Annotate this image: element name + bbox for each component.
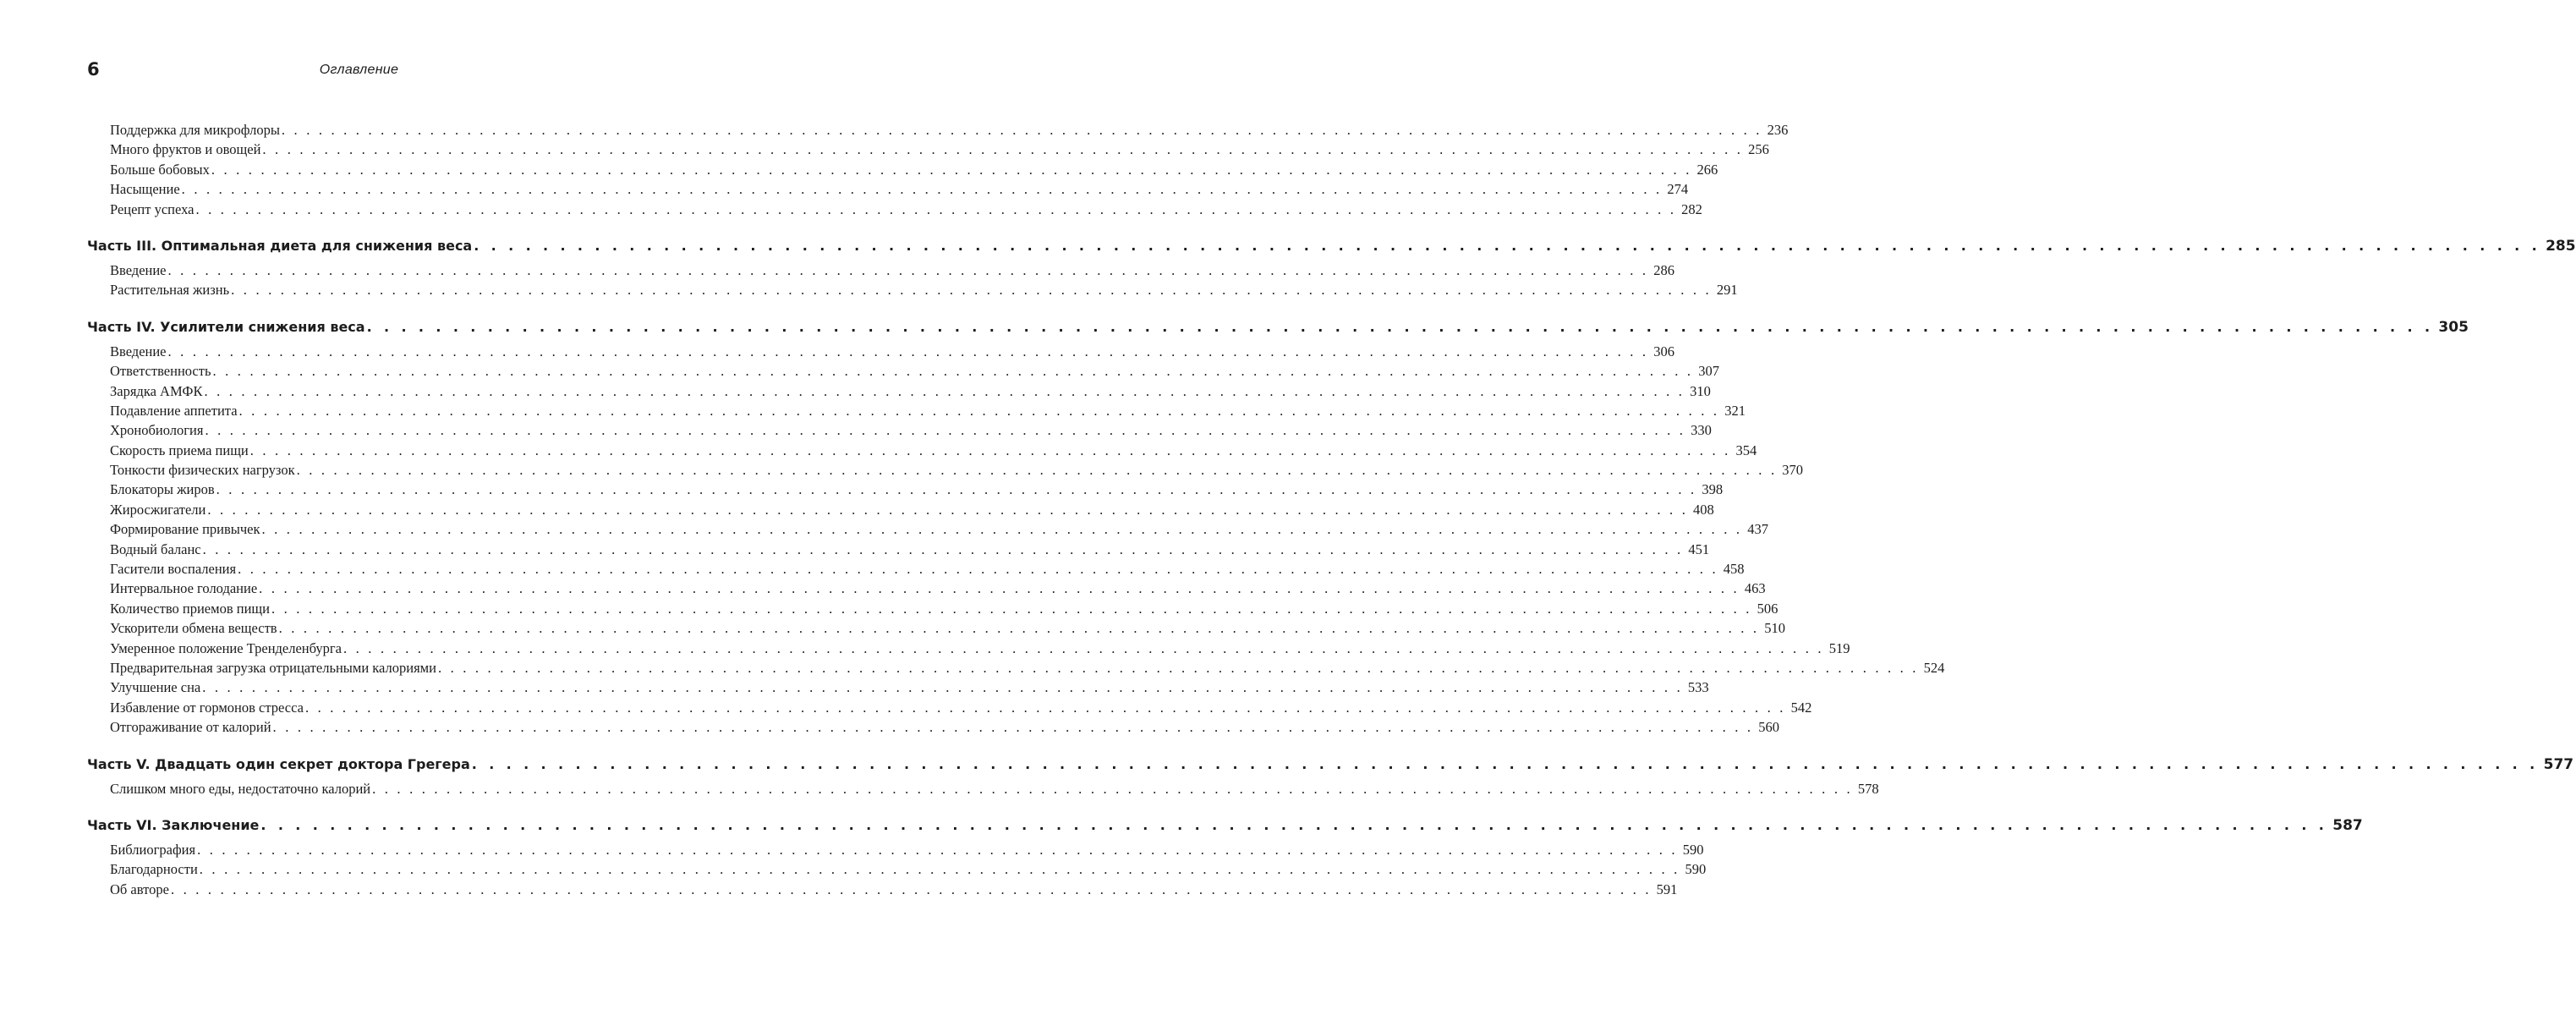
dot-leader: . . . . . . . . . . . . . . . . . . . . . . . . . . . . . . . . . . . . . . . . . . . . . . . . . . . . . . . . . . . . . . . . . . . . . . . . . . . . . . . . . . . . . . . . . . . . . . . . . . . . . . . . . . . . . . . . . . . . . . . . [474,237,2541,254]
toc-entry [87,381,1711,401]
toc-entry-page-number: 354 [1735,442,1757,458]
toc-entry-page-number: 282 [1681,200,1702,217]
toc-entry-title: Введение [110,343,167,359]
toc-entry-page-number: 236 [1767,122,1789,138]
toc-entry [87,280,1738,299]
toc-entry-page-number: 463 [1744,580,1766,597]
toc-entry-title: Тонкости физических нагрузок [110,462,295,479]
toc-entry-page-number: 519 [1828,639,1850,656]
dot-leader: . . . . . . . . . . . . . . . . . . . . . . . . . . . . . . . . . . . . . . . . . . . . . . . . . . . . . . . . . . . . . . . . . . . . . . . . . . . . . . . . . . . . . . . . . . . . . . . . . . . . . . . . . . . . . . . . . . . . . . . . [271,600,1752,617]
dot-leader: . . . . . . . . . . . . . . . . . . . . . . . . . . . . . . . . . . . . . . . . . . . . . . . . . . . . . . . . . . . . . . . . . . . . . . . . . . . . . . . . . . . . . . . . . . . . . . . . . . . . . . . . . . . . . . . . . . . . . . . . [259,580,1740,597]
toc-entry [87,519,1768,539]
dot-leader: . . . . . . . . . . . . . . . . . . . . . . . . . . . . . . . . . . . . . . . . . . . . . . . . . . . . . . . . . . . . . . . . . . . . . . . . . . . . . . . . . . . . . . . . . . . . . . . . . . . . . . . . . . . . . . . . . . . . . . . . [211,161,1692,178]
toc-entry [87,261,1674,280]
dot-leader: . . . . . . . . . . . . . . . . . . . . . . . . . . . . . . . . . . . . . . . . . . . . . . . . . . . . . . . . . . . . . . . . . . . . . . . . . . . . . . . . . . . . . . . . . . . . . . . . . . . . . . . . . . . . . . . . . . . . . . . . [343,639,1824,656]
toc-entry [87,342,1674,361]
toc-entry-title: Рецепт успеха [110,200,195,217]
dot-leader: . . . . . . . . . . . . . . . . . . . . . . . . . . . . . . . . . . . . . . . . . . . . . . . . . . . . . . . . . . . . . . . . . . . . . . . . . . . . . . . . . . . . . . . . . . . . . . . . . . . . . . . . . . . . . . . . . . . . . . . . [249,442,1731,458]
toc-entry-title: Ускорители обмена веществ [110,620,277,637]
toc-entry [87,120,1789,140]
dot-leader: . . . . . . . . . . . . . . . . . . . . . . . . . . . . . . . . . . . . . . . . . . . . . . . . . . . . . . . . . . . . . . . . . . . . . . . . . . . . . . . . . . . . . . . . . . . . . . . . . . . . . . . . . . . . . . . . . . . . . . . . [202,679,1683,696]
toc-section [87,234,2576,300]
toc-entry-title: Насыщение [110,181,180,198]
toc-entry-title: Хронобиология [110,422,204,439]
dot-leader: . . . . . . . . . . . . . . . . . . . . . . . . . . . . . . . . . . . . . . . . . . . . . . . . . . . . . . . . . . . . . . . . . . . . . . . . . . . . . . . . . . . . . . . . . . . . . . . . . . . . . . . . . . . . . . . . . . . . . . . . [167,261,1649,278]
toc-entry-page-number: 398 [1702,481,1724,498]
toc-entry [87,639,1850,658]
toc-part-heading-title: Часть V. Двадцать один секрет доктора Грегера [87,755,470,772]
toc-section [87,814,2363,899]
toc-entry [87,618,1786,638]
toc-entry [87,658,1945,678]
toc-entry [87,200,1702,219]
toc-entry-page-number: 591 [1656,881,1678,897]
toc-entry-title: Благодарности [110,861,198,878]
dot-leader: . . . . . . . . . . . . . . . . . . . . . . . . . . . . . . . . . . . . . . . . . . . . . . . . . . . . . . . . . . . . . . . . . . . . . . . . . . . . . . . . . . . . . . . . . . . . . . . . . . . . . . . . . . . . . . . . . . . . . . . . [204,382,1685,399]
toc-entry [87,420,1712,440]
dot-leader: . . . . . . . . . . . . . . . . . . . . . . . . . . . . . . . . . . . . . . . . . . . . . . . . . . . . . . . . . . . . . . . . . . . . . . . . . . . . . . . . . . . . . . . . . . . . . . . . . . . . . . . . . . . . . . . . . . . . . . . . [202,540,1684,557]
toc-entry [87,540,1710,559]
toc-part-heading-page-number: 577 [2543,755,2574,773]
toc-entry-page-number: 590 [1682,841,1704,858]
toc-entry-title: Слишком много еды, недостаточно калорий [110,780,371,797]
toc-entry-title: Улучшение сна [110,679,201,696]
toc-entry-title: Введение [110,261,167,278]
toc-entry-title: Гасители воспаления [110,561,237,578]
dot-leader: . . . . . . . . . . . . . . . . . . . . . . . . . . . . . . . . . . . . . . . . . . . . . . . . . . . . . . . . . . . . . . . . . . . . . . . . . . . . . . . . . . . . . . . . . . . . . . . . . . . . . . . . . . . . . . . . . . . . . . . . [437,659,1919,676]
toc-entry [87,840,1704,859]
toc-part-heading-title: Часть VI. Заключение [87,816,260,833]
dot-leader: . . . . . . . . . . . . . . . . . . . . . . . . . . . . . . . . . . . . . . . . . . . . . . . . . . . . . . . . . . . . . . . . . . . . . . . . . . . . . . . . . . . . . . . . . . . . . . . . . . . . . . . . . . . . . . . . . . . . . . . . [272,719,1754,736]
toc-part-heading-page-number: 305 [2438,318,2469,336]
toc-entry-page-number: 274 [1667,181,1689,198]
toc-entry [87,401,1746,420]
dot-leader: . . . . . . . . . . . . . . . . . . . . . . . . . . . . . . . . . . . . . . . . . . . . . . . . . . . . . . . . . . . . . . . . . . . . . . . . . . . . . . . . . . . . . . . . . . . . . . . . . . . . . . . . . . . . . . . . . . . . . . . . [260,816,2328,833]
table-of-contents [87,120,2576,899]
toc-part-heading-title: Часть III. Оптимальная диета для снижения веса [87,237,473,254]
page-number: 6 [87,59,100,80]
toc-entry [87,678,1709,697]
toc-entry-page-number: 458 [1723,561,1745,578]
toc-entry-title: Предварительная загрузка отрицательными калориями [110,659,436,676]
toc-entry-title: Много фруктов и овощей [110,141,261,158]
toc-entry [87,179,1689,199]
toc-entry-page-number: 370 [1782,462,1804,479]
toc-entry-title: Подавление аппетита [110,402,238,419]
toc-entry [87,779,1879,798]
toc-entry-page-number: 408 [1693,501,1714,518]
dot-leader: . . . . . . . . . . . . . . . . . . . . . . . . . . . . . . . . . . . . . . . . . . . . . . . . . . . . . . . . . . . . . . . . . . . . . . . . . . . . . . . . . . . . . . . . . . . . . . . . . . . . . . . . . . . . . . . . . . . . . . . . [195,200,1677,217]
dot-leader: . . . . . . . . . . . . . . . . . . . . . . . . . . . . . . . . . . . . . . . . . . . . . . . . . . . . . . . . . . . . . . . . . . . . . . . . . . . . . . . . . . . . . . . . . . . . . . . . . . . . . . . . . . . . . . . . . . . . . . . . [181,181,1663,198]
dot-leader: . . . . . . . . . . . . . . . . . . . . . . . . . . . . . . . . . . . . . . . . . . . . . . . . . . . . . . . . . . . . . . . . . . . . . . . . . . . . . . . . . . . . . . . . . . . . . . . . . . . . . . . . . . . . . . . . . . . . . . . . [238,561,1718,578]
toc-part-heading-title: Часть IV. Усилители снижения веса [87,318,365,335]
toc-entry-title: Об авторе [110,881,169,897]
toc-entry-title: Количество приемов пищи [110,600,270,617]
toc-entry-page-number: 286 [1653,261,1674,278]
toc-entry-title: Скорость приема пищи [110,442,249,458]
toc-entry-page-number: 533 [1687,679,1709,696]
toc-entry [87,140,1769,159]
toc-entry [87,480,1724,499]
toc-entry [87,500,1714,519]
toc-entry-title: Ответственность [110,363,211,380]
toc-entry-title: Умеренное положение Тренделенбурга [110,639,342,656]
dot-leader: . . . . . . . . . . . . . . . . . . . . . . . . . . . . . . . . . . . . . . . . . . . . . . . . . . . . . . . . . . . . . . . . . . . . . . . . . . . . . . . . . . . . . . . . . . . . . . . . . . . . . . . . . . . . . . . . . . . . . . . . [366,318,2434,335]
dot-leader: . . . . . . . . . . . . . . . . . . . . . . . . . . . . . . . . . . . . . . . . . . . . . . . . . . . . . . . . . . . . . . . . . . . . . . . . . . . . . . . . . . . . . . . . . . . . . . . . . . . . . . . . . . . . . . . . . . . . . . . . [471,755,2539,772]
toc-entry-page-number: 506 [1757,600,1779,617]
dot-leader: . . . . . . . . . . . . . . . . . . . . . . . . . . . . . . . . . . . . . . . . . . . . . . . . . . . . . . . . . . . . . . . . . . . . . . . . . . . . . . . . . . . . . . . . . . . . . . . . . . . . . . . . . . . . . . . . . . . . . . . . [197,841,1678,858]
toc-part-heading [87,234,2576,257]
toc-entry [87,698,1812,717]
toc-entry-page-number: 330 [1691,422,1712,439]
toc-entry-title: Растительная жизнь [110,282,230,299]
toc-entry [87,361,1719,381]
toc-entry-title: Избавление от гормонов стресса [110,699,304,716]
running-head: Оглавление [319,63,399,77]
dot-leader: . . . . . . . . . . . . . . . . . . . . . . . . . . . . . . . . . . . . . . . . . . . . . . . . . . . . . . . . . . . . . . . . . . . . . . . . . . . . . . . . . . . . . . . . . . . . . . . . . . . . . . . . . . . . . . . . . . . . . . . . [205,422,1686,439]
toc-entry-page-number: 437 [1747,521,1768,538]
toc-entry [87,579,1766,598]
toc-entry-title: Зарядка АМФК [110,382,203,399]
dot-leader: . . . . . . . . . . . . . . . . . . . . . . . . . . . . . . . . . . . . . . . . . . . . . . . . . . . . . . . . . . . . . . . . . . . . . . . . . . . . . . . . . . . . . . . . . . . . . . . . . . . . . . . . . . . . . . . . . . . . . . . . [231,282,1712,299]
toc-entry-page-number: 266 [1696,161,1718,178]
toc-entry [87,160,1718,179]
toc-entry [87,559,1745,579]
dot-leader: . . . . . . . . . . . . . . . . . . . . . . . . . . . . . . . . . . . . . . . . . . . . . . . . . . . . . . . . . . . . . . . . . . . . . . . . . . . . . . . . . . . . . . . . . . . . . . . . . . . . . . . . . . . . . . . . . . . . . . . . [212,363,1694,380]
toc-entry-page-number: 560 [1758,719,1779,736]
toc-entry-page-number: 510 [1764,620,1786,637]
toc-entry-title: Формирование привычек [110,521,260,538]
toc-entry-page-number: 307 [1698,363,1719,380]
toc-part-heading [87,315,2469,338]
dot-leader: . . . . . . . . . . . . . . . . . . . . . . . . . . . . . . . . . . . . . . . . . . . . . . . . . . . . . . . . . . . . . . . . . . . . . . . . . . . . . . . . . . . . . . . . . . . . . . . . . . . . . . . . . . . . . . . . . . . . . . . . [170,881,1652,897]
dot-leader: . . . . . . . . . . . . . . . . . . . . . . . . . . . . . . . . . . . . . . . . . . . . . . . . . . . . . . . . . . . . . . . . . . . . . . . . . . . . . . . . . . . . . . . . . . . . . . . . . . . . . . . . . . . . . . . . . . . . . . . . [199,861,1680,878]
toc-entry-title: Отгораживание от калорий [110,719,271,736]
toc-entry-page-number: 578 [1857,780,1879,797]
dot-leader: . . . . . . . . . . . . . . . . . . . . . . . . . . . . . . . . . . . . . . . . . . . . . . . . . . . . . . . . . . . . . . . . . . . . . . . . . . . . . . . . . . . . . . . . . . . . . . . . . . . . . . . . . . . . . . . . . . . . . . . . [304,699,1786,716]
dot-leader: . . . . . . . . . . . . . . . . . . . . . . . . . . . . . . . . . . . . . . . . . . . . . . . . . . . . . . . . . . . . . . . . . . . . . . . . . . . . . . . . . . . . . . . . . . . . . . . . . . . . . . . . . . . . . . . . . . . . . . . . [261,521,1743,538]
toc-entry-title: Жиросжигатели [110,501,206,518]
toc-entry [87,859,1707,879]
toc-section [87,120,1789,219]
dot-leader: . . . . . . . . . . . . . . . . . . . . . . . . . . . . . . . . . . . . . . . . . . . . . . . . . . . . . . . . . . . . . . . . . . . . . . . . . . . . . . . . . . . . . . . . . . . . . . . . . . . . . . . . . . . . . . . . . . . . . . . . [167,343,1649,359]
dot-leader: . . . . . . . . . . . . . . . . . . . . . . . . . . . . . . . . . . . . . . . . . . . . . . . . . . . . . . . . . . . . . . . . . . . . . . . . . . . . . . . . . . . . . . . . . . . . . . . . . . . . . . . . . . . . . . . . . . . . . . . . [278,620,1760,637]
toc-part-heading-page-number: 587 [2332,816,2363,834]
dot-leader: . . . . . . . . . . . . . . . . . . . . . . . . . . . . . . . . . . . . . . . . . . . . . . . . . . . . . . . . . . . . . . . . . . . . . . . . . . . . . . . . . . . . . . . . . . . . . . . . . . . . . . . . . . . . . . . . . . . . . . . . [207,501,1689,518]
toc-entry-page-number: 291 [1716,282,1738,299]
toc-entry [87,599,1779,618]
toc-section [87,753,2574,798]
dot-leader: . . . . . . . . . . . . . . . . . . . . . . . . . . . . . . . . . . . . . . . . . . . . . . . . . . . . . . . . . . . . . . . . . . . . . . . . . . . . . . . . . . . . . . . . . . . . . . . . . . . . . . . . . . . . . . . . . . . . . . . . [262,141,1744,158]
toc-entry-page-number: 524 [1923,659,1945,676]
toc-entry-page-number: 306 [1653,343,1674,359]
toc-part-heading [87,814,2363,837]
dot-leader: . . . . . . . . . . . . . . . . . . . . . . . . . . . . . . . . . . . . . . . . . . . . . . . . . . . . . . . . . . . . . . . . . . . . . . . . . . . . . . . . . . . . . . . . . . . . . . . . . . . . . . . . . . . . . . . . . . . . . . . . [296,462,1778,479]
dot-leader: . . . . . . . . . . . . . . . . . . . . . . . . . . . . . . . . . . . . . . . . . . . . . . . . . . . . . . . . . . . . . . . . . . . . . . . . . . . . . . . . . . . . . . . . . . . . . . . . . . . . . . . . . . . . . . . . . . . . . . . . [372,780,1853,797]
toc-entry [87,460,1804,480]
toc-part-heading [87,753,2574,776]
toc-entry-page-number: 321 [1724,402,1746,419]
toc-part-heading-page-number: 285 [2546,237,2576,255]
toc-entry-title: Водный баланс [110,540,201,557]
toc-entry [87,441,1757,460]
toc-entry [87,717,1779,737]
toc-entry-title: Интервальное голодание [110,580,258,597]
toc-entry-page-number: 256 [1748,141,1769,158]
toc-entry-page-number: 590 [1685,861,1707,878]
toc-entry-title: Поддержка для микрофлоры [110,122,280,138]
dot-leader: . . . . . . . . . . . . . . . . . . . . . . . . . . . . . . . . . . . . . . . . . . . . . . . . . . . . . . . . . . . . . . . . . . . . . . . . . . . . . . . . . . . . . . . . . . . . . . . . . . . . . . . . . . . . . . . . . . . . . . . . [238,402,1720,419]
toc-entry-page-number: 451 [1688,540,1710,557]
dot-leader: . . . . . . . . . . . . . . . . . . . . . . . . . . . . . . . . . . . . . . . . . . . . . . . . . . . . . . . . . . . . . . . . . . . . . . . . . . . . . . . . . . . . . . . . . . . . . . . . . . . . . . . . . . . . . . . . . . . . . . . . [281,122,1762,138]
toc-entry-page-number: 310 [1690,382,1711,399]
toc-entry-page-number: 542 [1790,699,1812,716]
toc-entry-title: Блокаторы жиров [110,481,215,498]
toc-entry-title: Больше бобовых [110,161,210,178]
toc-section [87,315,2469,738]
dot-leader: . . . . . . . . . . . . . . . . . . . . . . . . . . . . . . . . . . . . . . . . . . . . . . . . . . . . . . . . . . . . . . . . . . . . . . . . . . . . . . . . . . . . . . . . . . . . . . . . . . . . . . . . . . . . . . . . . . . . . . . . [216,481,1697,498]
toc-entry-title: Библиография [110,841,196,858]
toc-entry [87,880,1678,899]
